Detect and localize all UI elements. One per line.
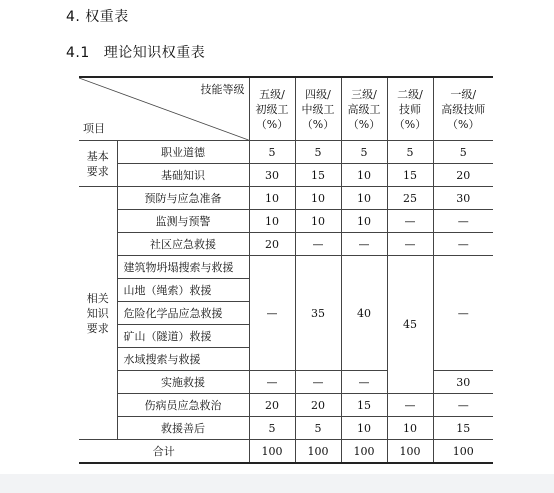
value-cell: 10 [295, 187, 341, 210]
value-cell: 15 [295, 164, 341, 187]
value-cell: 20 [249, 394, 295, 417]
table-row [79, 164, 493, 187]
table-row [79, 210, 493, 233]
weight-table [79, 76, 493, 464]
item-cell: 社区应急救援 [117, 233, 249, 256]
merged-value-cell: 35 [295, 256, 341, 371]
column-header: 二级/ 技师 （%） [387, 77, 433, 141]
group-label: 基本 要求 [79, 141, 117, 187]
value-cell: 30 [433, 371, 493, 394]
item-cell: 预防与应急准备 [117, 187, 249, 210]
value-cell: 15 [341, 394, 387, 417]
item-cell: 监测与预警 [117, 210, 249, 233]
item-cell: 职业道德 [117, 141, 249, 164]
corner-label-item: 项目 [83, 122, 105, 135]
total-cell: 100 [433, 440, 493, 464]
value-cell: — [295, 233, 341, 256]
subsection-number: 4.1 [66, 45, 90, 61]
total-label: 合计 [79, 440, 249, 464]
value-cell: 10 [341, 187, 387, 210]
value-cell: 30 [433, 187, 493, 210]
table-row [79, 394, 493, 417]
value-cell: — [249, 371, 295, 394]
corner-label-skill-level: 技能等级 [200, 83, 245, 96]
item-cell: 伤病员应急救治 [117, 394, 249, 417]
value-cell: 5 [249, 141, 295, 164]
value-cell: — [433, 394, 493, 417]
item-cell: 水域搜索与救援 [117, 348, 249, 371]
merged-value-cell: — [433, 256, 493, 371]
value-cell: 5 [433, 141, 493, 164]
table-row [79, 417, 493, 440]
value-cell: 10 [249, 187, 295, 210]
value-cell: — [433, 210, 493, 233]
table-row [79, 141, 493, 164]
value-cell: 10 [341, 417, 387, 440]
value-cell: 5 [341, 141, 387, 164]
item-cell: 危险化学品应急救援 [117, 302, 249, 325]
item-cell: 救援善后 [117, 417, 249, 440]
value-cell: — [387, 233, 433, 256]
subsection-heading [66, 42, 205, 62]
value-cell: 5 [387, 141, 433, 164]
column-header: 四级/ 中级工 （%） [295, 77, 341, 141]
item-cell: 矿山（隧道）救援 [117, 325, 249, 348]
item-cell: 基础知识 [117, 164, 249, 187]
group-label: 相关 知识 要求 [79, 187, 117, 440]
total-cell: 100 [295, 440, 341, 464]
value-cell: 5 [295, 417, 341, 440]
header-row [79, 77, 493, 141]
value-cell: 20 [295, 394, 341, 417]
total-cell: 100 [341, 440, 387, 464]
value-cell: 10 [341, 210, 387, 233]
merged-value-cell: 45 [387, 256, 433, 394]
column-header: 三级/ 高级工 （%） [341, 77, 387, 141]
total-cell: 100 [249, 440, 295, 464]
merged-value-cell: 40 [341, 256, 387, 371]
column-header: 五级/ 初级工 （%） [249, 77, 295, 141]
table-row [79, 187, 493, 210]
value-cell: 10 [387, 417, 433, 440]
item-cell: 实施救援 [117, 371, 249, 394]
value-cell: 5 [295, 141, 341, 164]
value-cell: — [433, 233, 493, 256]
value-cell: 15 [387, 164, 433, 187]
value-cell: 10 [249, 210, 295, 233]
value-cell: 10 [341, 164, 387, 187]
corner-cell [79, 77, 249, 141]
subsection-title: 理论知识权重表 [103, 45, 206, 61]
item-cell: 建筑物坍塌搜索与救援 [117, 256, 249, 279]
value-cell: 20 [433, 164, 493, 187]
value-cell: 20 [249, 233, 295, 256]
value-cell: — [295, 371, 341, 394]
value-cell: — [387, 210, 433, 233]
section-title: 4. 权重表 [66, 9, 129, 25]
value-cell: — [341, 233, 387, 256]
value-cell: 25 [387, 187, 433, 210]
value-cell: 5 [249, 417, 295, 440]
bottom-strip [0, 474, 554, 493]
value-cell: — [387, 394, 433, 417]
table-row [79, 256, 493, 279]
value-cell: 15 [433, 417, 493, 440]
total-row [79, 440, 493, 464]
value-cell: 10 [295, 210, 341, 233]
value-cell: 30 [249, 164, 295, 187]
merged-value-cell: — [249, 256, 295, 371]
column-header: 一级/ 高级技师 （%） [433, 77, 493, 141]
value-cell: — [341, 371, 387, 394]
item-cell: 山地（绳索）救援 [117, 279, 249, 302]
total-cell: 100 [387, 440, 433, 464]
table-row [79, 233, 493, 256]
